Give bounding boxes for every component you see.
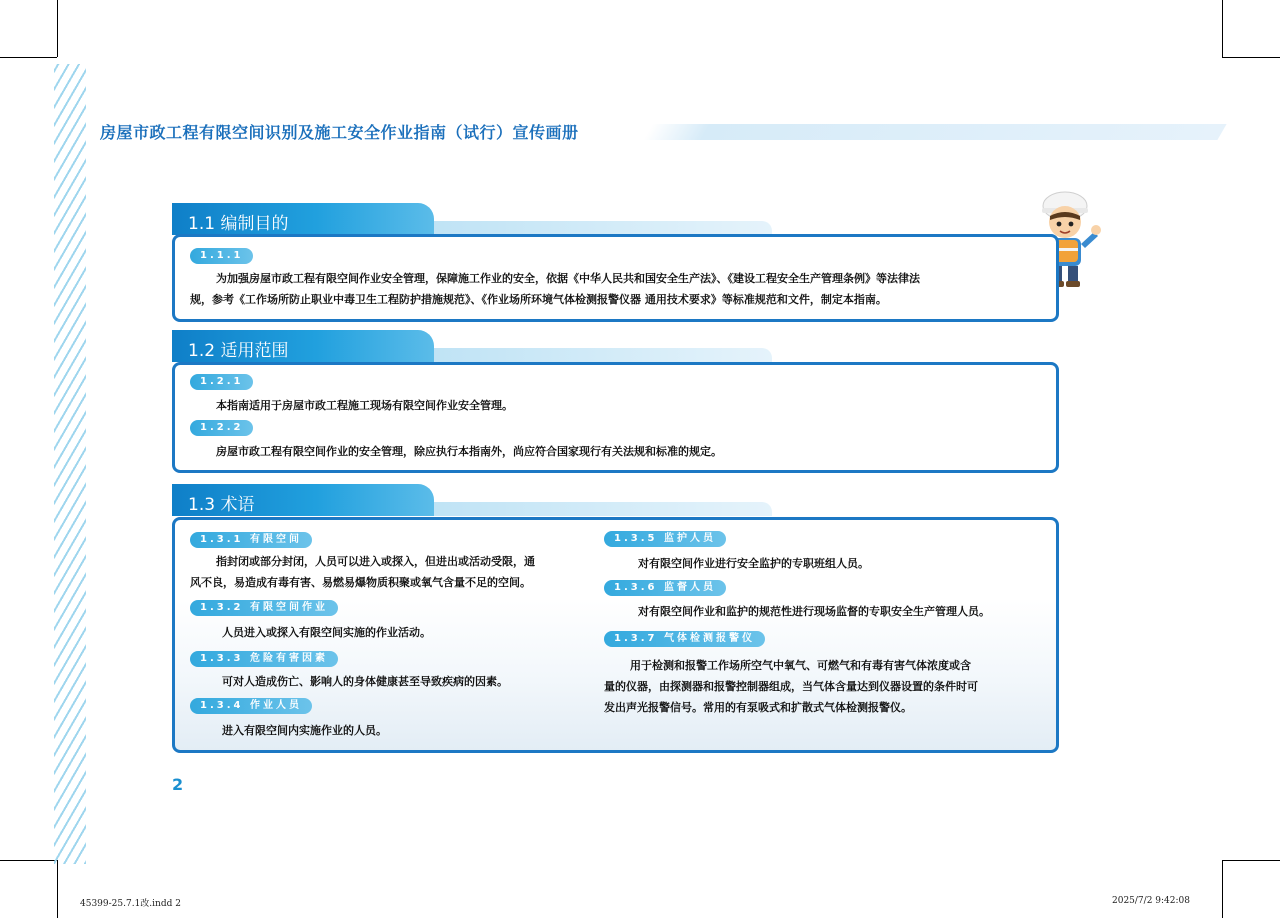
term-tag: 1.3.6 监督人员 bbox=[604, 580, 726, 596]
decorative-hatch-strip bbox=[54, 64, 86, 864]
crop-mark bbox=[0, 860, 57, 861]
section-tab-tail bbox=[430, 502, 772, 516]
page-number: 2 bbox=[172, 775, 184, 794]
term-tag: 1.3.5 监护人员 bbox=[604, 531, 726, 547]
crop-mark bbox=[1222, 860, 1223, 918]
item-tag: 1.2.1 bbox=[190, 374, 253, 390]
section-title: 1.1 编制目的 bbox=[188, 214, 289, 234]
term-definition: 指封闭或部分封闭，人员可以进入或探入，但进出或活动受限，通 bbox=[216, 555, 535, 568]
crop-mark bbox=[57, 0, 58, 57]
item-tag: 1.2.2 bbox=[190, 420, 253, 436]
footer-timestamp: 2025/7/2 9:42:08 bbox=[1112, 896, 1190, 906]
term-definition: 风不良，易造成有毒有害、易燃易爆物质积聚或氧气含量不足的空间。 bbox=[190, 576, 531, 589]
term-tag: 1.3.2 有限空间作业 bbox=[190, 600, 338, 616]
section-tab-tail bbox=[430, 348, 772, 362]
section-title: 1.3 术语 bbox=[188, 495, 255, 515]
page-title: 房屋市政工程有限空间识别及施工安全作业指南（试行）宣传画册 bbox=[100, 123, 579, 142]
term-definition: 用于检测和报警工作场所空气中氧气、可燃气和有毒有害气体浓度或含 bbox=[630, 659, 971, 672]
term-definition: 进入有限空间内实施作业的人员。 bbox=[222, 724, 387, 737]
term-definition: 发出声光报警信号。常用的有泵吸式和扩散式气体检测报警仪。 bbox=[604, 701, 912, 714]
term-definition: 人员进入或探入有限空间实施的作业活动。 bbox=[222, 626, 431, 639]
paragraph-line: 房屋市政工程有限空间作业的安全管理，除应执行本指南外，尚应符合国家现行有关法规和标准的规定。 bbox=[216, 445, 722, 458]
crop-mark bbox=[1222, 860, 1280, 861]
item-tag: 1.1.1 bbox=[190, 248, 253, 264]
crop-mark bbox=[1222, 0, 1223, 57]
term-tag: 1.3.1 有限空间 bbox=[190, 532, 312, 548]
term-tag: 1.3.4 作业人员 bbox=[190, 698, 312, 714]
footer-file: 45399-25.7.1改.indd 2 bbox=[80, 899, 181, 909]
section-tab-tail bbox=[430, 221, 772, 235]
paragraph-line: 规，参考《工作场所防止职业中毒卫生工程防护措施规范》、《作业场所环境气体检测报警仪器 通用技术要求》等标准规范和文件，制定本指南。 bbox=[190, 293, 887, 306]
term-definition: 量的仪器，由探测器和报警控制器组成，当气体含量达到仪器设置的条件时可 bbox=[604, 680, 978, 693]
term-tag: 1.3.7 气体检测报警仪 bbox=[604, 631, 765, 647]
term-definition: 对有限空间作业和监护的规范性进行现场监督的专职安全生产管理人员。 bbox=[638, 605, 990, 618]
crop-mark bbox=[1222, 57, 1280, 58]
crop-mark bbox=[57, 860, 58, 918]
crop-mark bbox=[0, 57, 57, 58]
paragraph-line: 为加强房屋市政工程有限空间作业安全管理，保障施工作业的安全，依据《中华人民共和国安全生产法》、《建设工程安全生产管理条例》等法律法 bbox=[216, 272, 920, 285]
term-definition: 对有限空间作业进行安全监护的专职班组人员。 bbox=[638, 557, 869, 570]
paragraph-line: 本指南适用于房屋市政工程施工现场有限空间作业安全管理。 bbox=[216, 399, 513, 412]
term-tag: 1.3.3 危险有害因素 bbox=[190, 651, 338, 667]
term-definition: 可对人造成伤亡、影响人的身体健康甚至导致疾病的因素。 bbox=[222, 675, 508, 688]
header-band bbox=[643, 124, 1226, 140]
section-title: 1.2 适用范围 bbox=[188, 341, 289, 361]
